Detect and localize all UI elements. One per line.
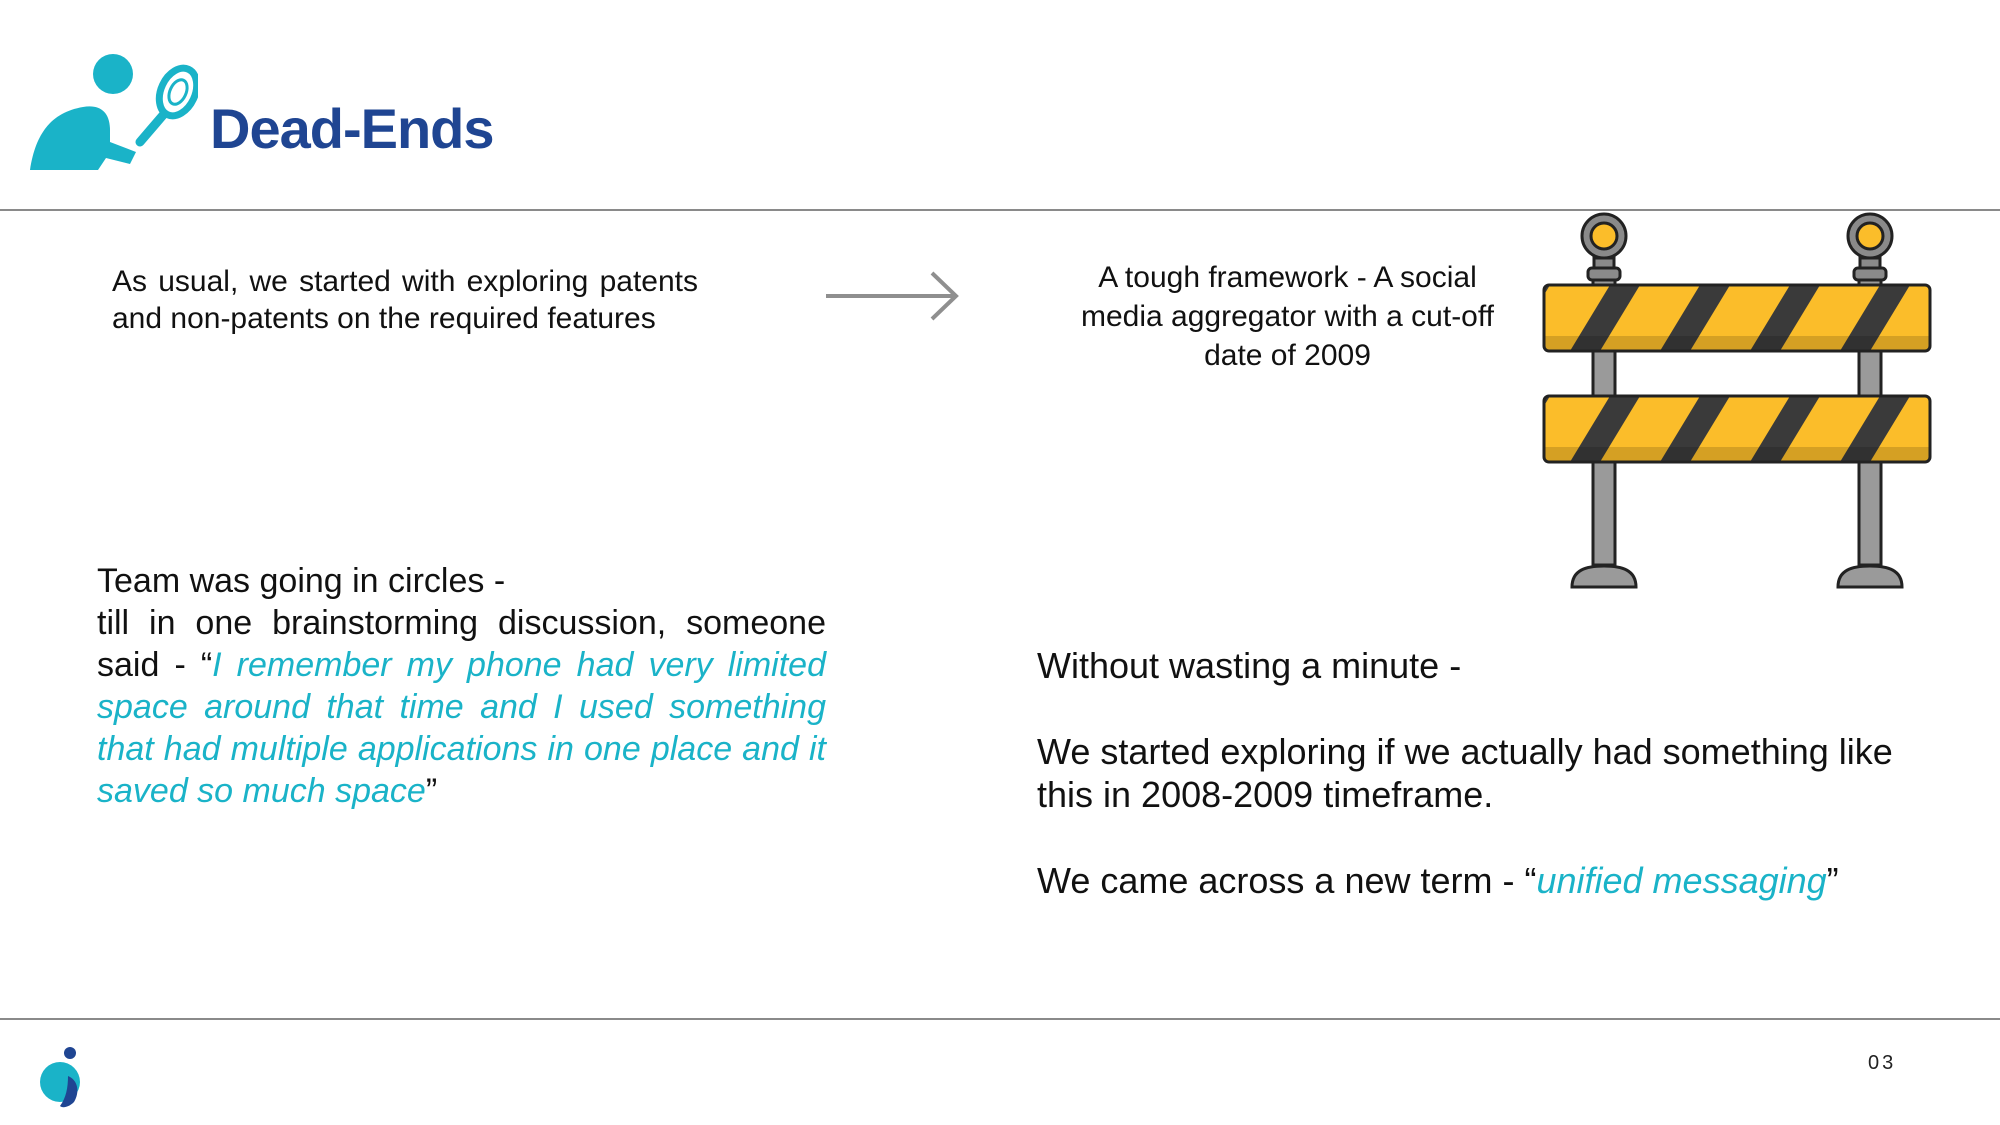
conclusion-text — [1037, 644, 1937, 902]
person-magnifier-icon — [28, 52, 198, 177]
story-line-2: till in one brainstorming discussion, someone said - “ — [97, 604, 826, 684]
framework-text: A tough framework - A social media aggregator with a cut-off date of 2009 — [1080, 261, 1494, 372]
story-quote-close: ” — [425, 772, 438, 810]
page-title: Dead-Ends — [210, 97, 494, 160]
conclusion-term-prefix: We came across a new term - “ — [1037, 860, 1537, 901]
conclusion-line-1: Without wasting a minute - — [1037, 645, 1462, 686]
conclusion-line-2: We started exploring if we actually had something like this in 2008-2009 timeframe. — [1037, 731, 1893, 815]
footer-divider — [0, 1018, 2000, 1020]
story-quote: I remember my phone had very limited space around that time and I used something that had multiple applications in one place and it saved so much space — [97, 646, 826, 810]
conclusion-term-suffix: ” — [1826, 860, 1839, 901]
page-number: 03 — [1868, 1052, 1897, 1074]
story-line-1: Team was going in circles - — [97, 562, 506, 600]
intro-text: As usual, we started with exploring patents and non-patents on the required features — [112, 265, 698, 335]
unified-messaging-term: unified messaging — [1536, 860, 1827, 901]
story-text — [97, 560, 826, 812]
conclusion-line-3 — [1037, 859, 1937, 902]
brand-logo-icon — [38, 1046, 88, 1108]
road-barricade-icon — [1540, 210, 1936, 590]
right-arrow-icon — [824, 270, 964, 322]
